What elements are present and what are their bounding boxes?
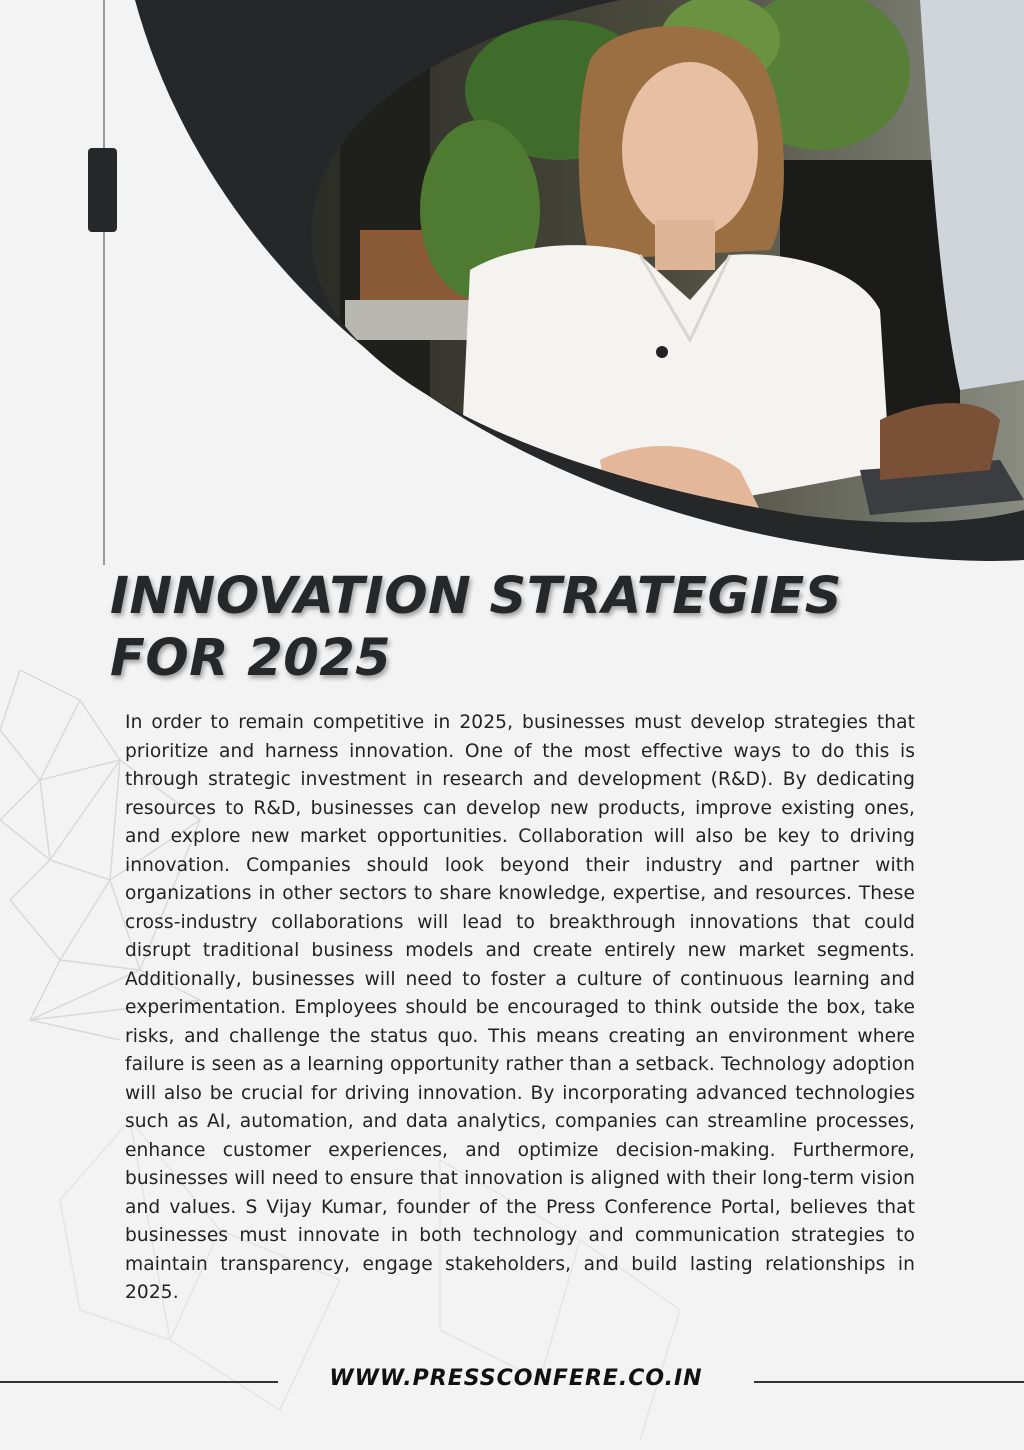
footer-website-link[interactable]: WWW.PRESSCONFERE.CO.IN xyxy=(329,1366,703,1391)
footer-divider-right xyxy=(754,1381,1024,1383)
side-tab-accent xyxy=(88,148,117,232)
hero-graphic xyxy=(0,0,1024,580)
title-line-1: INNOVATION STRATEGIES xyxy=(110,567,842,626)
footer-divider-left xyxy=(0,1381,278,1383)
article-body: In order to remain competitive in 2025, businesses must develop strategies that prioritize and harness innovation. One of the most effective ways to do this is through strategic investment in research and development (R&D). By dedicating resources to R&D, businesses can develop new products, improve existing ones, and explore new market opportunities. Collaboration will also be key to driving innovation. Companies should look beyond their industry and partner with organizations in other sectors to share knowledge, expertise, and resources. These cross-industry collaborations will lead to breakthrough innovations that could disrupt traditional business models and create entirely new market segments. Additionally, businesses will need to foster a culture of continuous learning and experimentation. Employees should be encouraged to think outside the box, take risks, and challenge the status quo. This means creating an environment where failure is seen as a learning opportunity rather than a setback. Technology adoption will also be crucial for driving innovation. By incorporating advanced technologies such as AI, automation, and data analytics, companies can streamline processes, enhance customer experiences, and optimize decision-making. Furthermore, businesses will need to ensure that innovation is aligned with their long-term vision and values. S Vijay Kumar, founder of the Press Conference Portal, believes that businesses must innovate in both technology and communication strategies to maintain transparency, engage stakeholders, and build lasting relationships in 2025. xyxy=(125,712,915,1303)
title-line-2: FOR 2025 xyxy=(110,629,392,688)
article-title xyxy=(110,566,970,690)
vertical-rule xyxy=(103,0,105,565)
